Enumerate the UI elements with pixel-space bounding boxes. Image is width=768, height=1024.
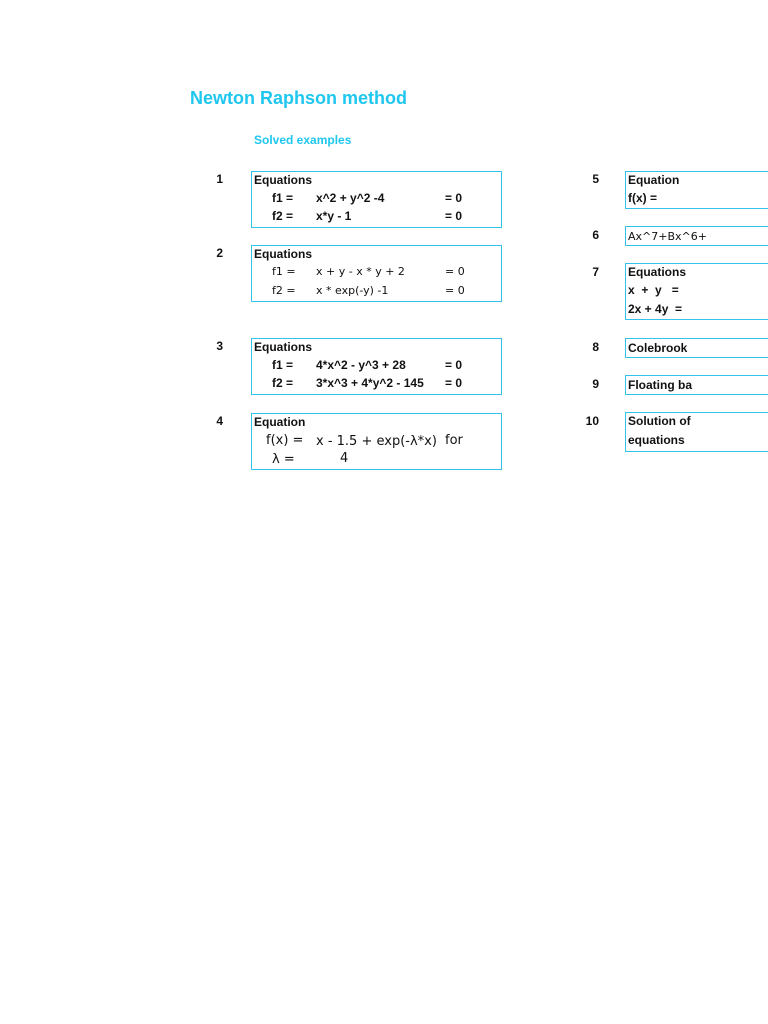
row-expression: x + y - x * y + 2 <box>316 265 405 278</box>
equation-row: x + y = <box>628 283 679 297</box>
row-expression: 3*x^3 + 4*y^2 - 145 <box>316 376 424 390</box>
example-heading: Equation <box>254 415 306 429</box>
lambda-value: 4 <box>340 451 349 466</box>
example-heading: Equation <box>628 173 680 187</box>
equation-row: 2x + 4y = <box>628 302 683 316</box>
example-number: 6 <box>592 228 599 242</box>
row-equals: = 0 <box>445 376 463 390</box>
example-number: 5 <box>592 172 599 186</box>
fx-for-label: for <box>445 433 463 448</box>
row-label: f2 = <box>272 376 294 390</box>
example-box-7[interactable] <box>625 263 768 320</box>
example-box-10[interactable] <box>625 412 768 452</box>
row-equals: = 0 <box>445 191 463 205</box>
example-box-4[interactable] <box>251 413 502 470</box>
row-label: f1 = <box>272 265 296 278</box>
example-number: 4 <box>216 414 223 428</box>
example-box-6[interactable] <box>625 226 768 246</box>
example-heading: Equations <box>254 340 313 354</box>
example-box-3[interactable] <box>251 338 502 395</box>
example-heading-line2: equations <box>628 433 685 447</box>
example-number: 10 <box>585 414 599 428</box>
example-number: 8 <box>592 340 599 354</box>
row-label: f1 = <box>272 358 294 372</box>
example-number: 3 <box>216 339 223 353</box>
row-label: f2 = <box>272 209 294 223</box>
example-heading: Colebrook <box>628 341 688 355</box>
example-heading: Solution of <box>628 414 691 428</box>
example-box-2[interactable] <box>251 245 502 302</box>
row-expression: 4*x^2 - y^3 + 28 <box>316 358 406 372</box>
row-expression: x^2 + y^2 -4 <box>316 191 385 205</box>
example-number: 1 <box>216 172 223 186</box>
example-number: 2 <box>216 246 223 260</box>
fx-expression: x - 1.5 + exp(-λ*x) <box>316 434 437 449</box>
example-heading: Equations <box>254 247 313 261</box>
page-subtitle: Solved examples <box>254 133 352 147</box>
fx-label: f(x) = <box>266 433 304 448</box>
example-number: 9 <box>592 377 599 391</box>
row-equals: = 0 <box>445 284 465 297</box>
example-box-1[interactable] <box>251 171 502 228</box>
row-equals: = 0 <box>445 209 463 223</box>
polynomial-expression: Ax^7+Bx^6+ <box>628 230 707 243</box>
example-box-5[interactable] <box>625 171 768 209</box>
row-equals: = 0 <box>445 265 465 278</box>
page-title: Newton Raphson method <box>190 88 407 108</box>
example-number: 7 <box>592 265 599 279</box>
row-label: f2 = <box>272 284 296 297</box>
row-equals: = 0 <box>445 358 463 372</box>
example-heading: Equations <box>254 173 313 187</box>
example-box-8[interactable] <box>625 338 768 358</box>
example-heading: Equations <box>628 265 687 279</box>
example-box-9[interactable] <box>625 375 768 395</box>
row-label: f1 = <box>272 191 294 205</box>
lambda-label: λ = <box>272 452 295 467</box>
row-expression: x*y - 1 <box>316 209 352 223</box>
example-heading: Floating ba <box>628 378 692 392</box>
row-expression: x * exp(-y) -1 <box>316 284 389 297</box>
fx-label: f(x) = <box>628 191 658 205</box>
